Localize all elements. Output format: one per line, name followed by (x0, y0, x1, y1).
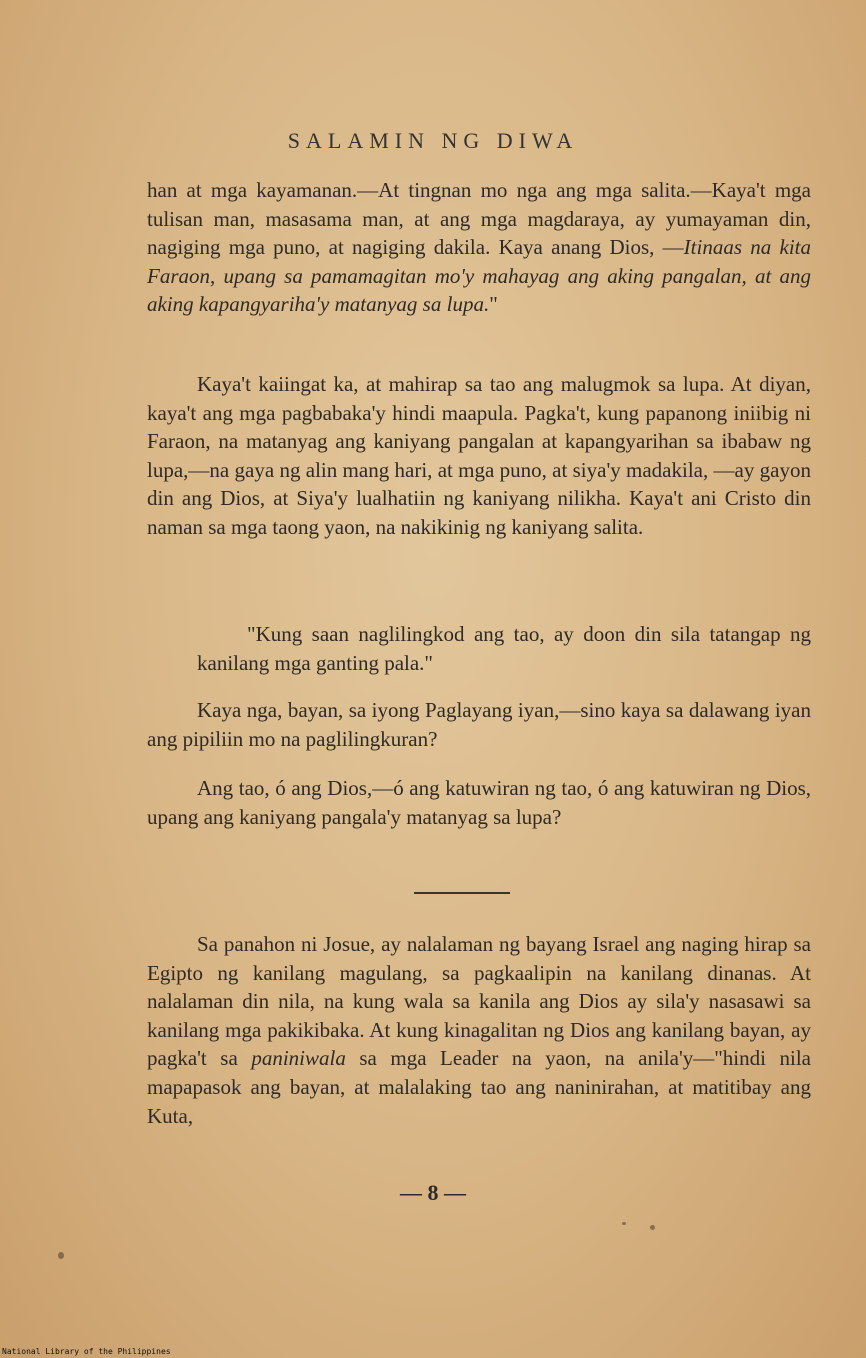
paragraph-4: Ang tao, ó ang Dios,—ó ang katuwiran ng tao, ó ang katuwiran ng Dios, upang ang kaniyang pangala'y matanyag sa lupa? (147, 776, 811, 829)
page-number: — 8 — (400, 1180, 466, 1205)
paper-speck (58, 1252, 64, 1259)
quote-paragraph: "Kung saan naglilingkod ang tao, ay doon din sila tatangap ng kanilang mga ganting pala." (197, 622, 811, 675)
library-credit: National Library of the Philippines (2, 1347, 171, 1356)
paragraph-1 (147, 176, 811, 319)
paragraph-1-italic: Itinaas na kita Faraon, upang sa pamamagitan mo'y mahayag ang aking pangalan, at ang aking kapangyariha'y matanyag sa lupa. (147, 235, 811, 317)
paragraph-1-closing: " (489, 292, 498, 317)
paragraph-1-text: han at mga kayamanan.—At tingnan mo nga ang mga salita.—Kaya't mga tulisan man, masasama man, at ang mga magdaraya, ay yumayaman din, nagiging mga puno, at nagiging dakila. Kaya anang Dios, — (147, 178, 811, 260)
paragraph-5 (147, 930, 811, 1130)
paragraph-5-italic: paniniwala (251, 1046, 346, 1071)
paragraph-5-rest: sa mga Leader na yaon, na anila'y—"hindi nila mapapasok ang bayan, at malalaking tao ang naninirahan, at matitibay ang Kuta, (147, 1046, 811, 1128)
paragraph-5-text: Sa panahon ni Josue, ay nalalaman ng bayang Israel ang naging hirap sa Egipto ng kanilang magulang, sa pagkaalipin na kanilang dinanas. At nalalaman din nila, na kung wala sa kanila ang Dios ay sila'y nasasawi sa kanilang mga pakikibaka. At kung kinagalitan ng Dios ang kanilang bayan, ay pagka't sa (147, 932, 811, 1071)
section-divider (414, 892, 510, 894)
paragraph-2: Kaya't kaiingat ka, at mahirap sa tao ang malugmok sa lupa. At diyan, kaya't ang mga pagbabaka'y hindi maapula. Pagka't, kung papanong iniibig ni Faraon, na matanyag ang kaniyang pangalan at kapangyarihan sa ibabaw ng lupa,—na gaya ng alin mang hari, at mga puno, at siya'y madakila, —ay gayon din ang Dios, at Siya'y lualhatiin ng kaniyang nilikha. Kaya't ani Cristo din naman sa mga taong yaon, na nakikinig ng kaniyang salita. (147, 372, 811, 539)
paper-speck (622, 1222, 626, 1225)
running-header: SALAMIN NG DIWA (287, 128, 579, 153)
paragraph-3: Kaya nga, bayan, sa iyong Paglayang iyan,—sino kaya sa dalawang iyan ang pipiliin mo na paglilingkuran? (147, 698, 811, 751)
paper-speck (650, 1225, 655, 1230)
